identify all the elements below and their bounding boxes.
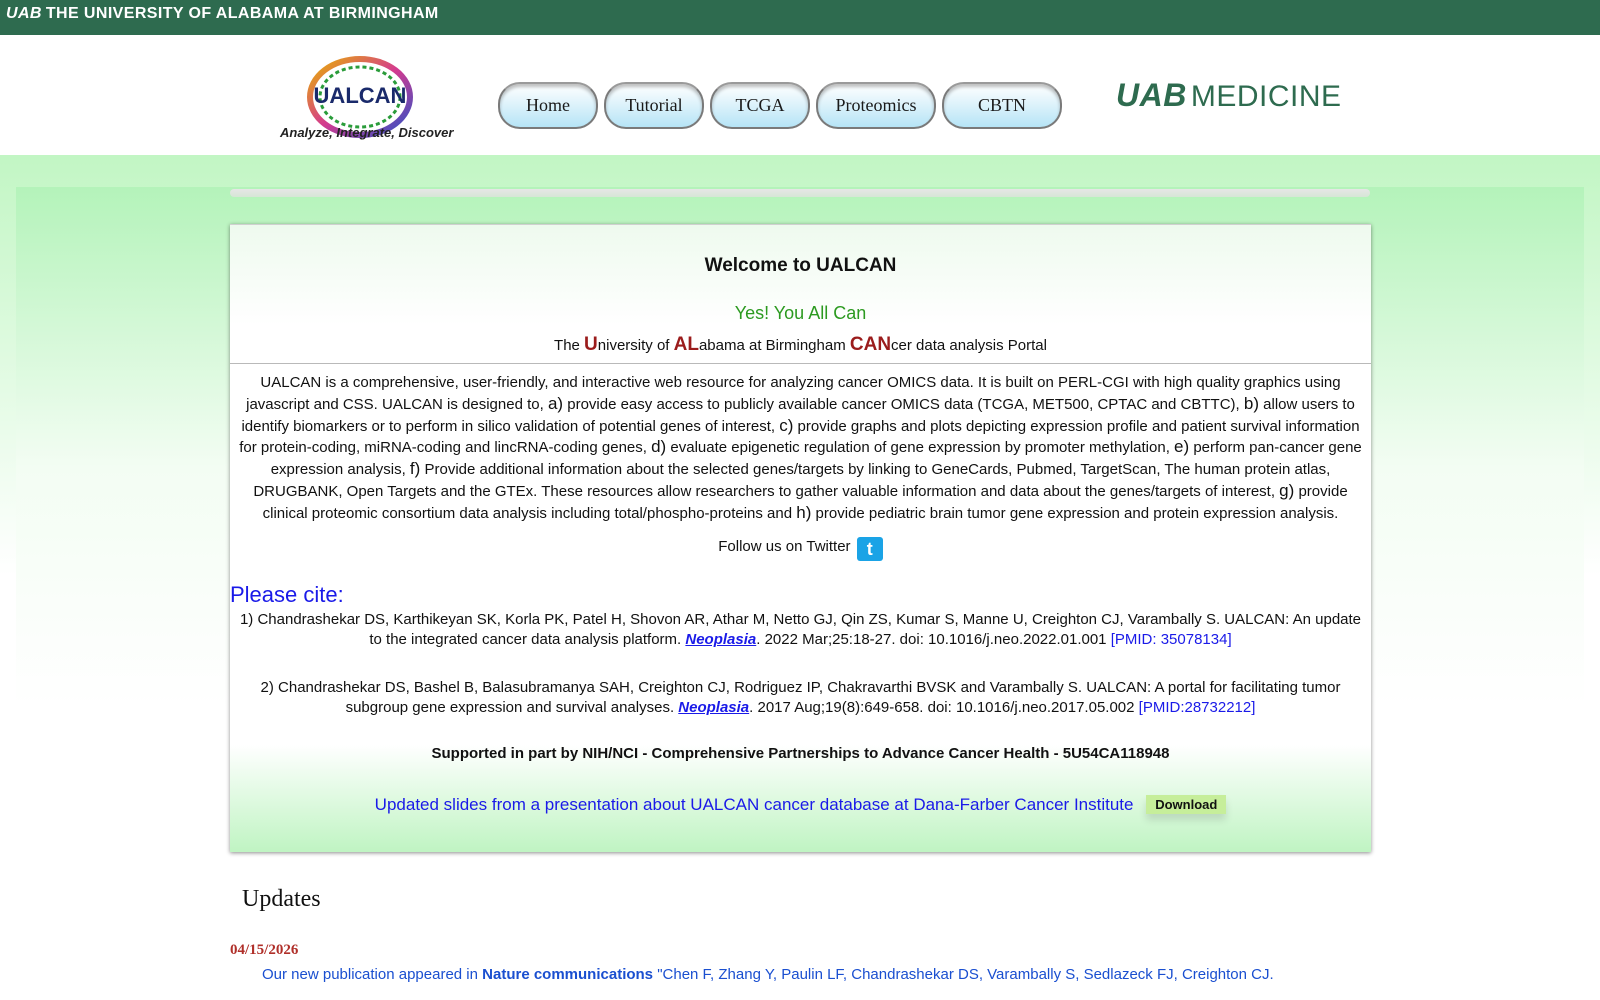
desc-part: allow users to identify biomarkers or to perform in silico validation of potential genes of interest, [241,395,1355,435]
description-paragraph [234,373,1367,525]
main-nav [498,82,1062,129]
desc-part: Provide additional information about the selected genes/targets by linking to GeneCards, Pubmed, TargetScan, The human protein atlas, DRUGBANK, Open Targets and the GTEx. These resources allow researchers to gather valuable information and data about the genes/targets of interest, [253,461,1331,500]
desc-marker: a) [547,393,564,413]
acronym-al: AL [673,334,699,355]
update-citation: "Chen F, Zhang Y, Paulin LF, Chandrashekar DS, Varambally S, Sedlazeck FJ, Creighton CJ. [653,966,1274,983]
nav-tcga-button[interactable]: TCGA [710,82,810,129]
logo-text: UALCAN [313,83,407,108]
uab-title: THE UNIVERSITY OF ALABAMA AT BIRMINGHAM [45,5,439,22]
update-journal-link[interactable]: Nature communications [482,966,654,983]
updates-section [230,876,1371,1000]
update-date: 04/15/2026 [230,942,299,958]
acronym-cer: cer data analysis Portal [891,337,1047,354]
header-divider [230,189,1370,197]
citation-details: . 2022 Mar;25:18-27. doi: 10.1016/j.neo.2022.01.001 [756,631,1111,648]
desc-part: provide clinical proteomic consortium data analysis including total/phospho-proteins and [262,482,1348,522]
citation-journal-link[interactable]: Neoplasia [685,631,757,648]
slides-text[interactable]: Updated slides from a presentation about UALCAN cancer database at Dana-Farber Cancer Institute [374,795,1134,814]
citation-1 [234,610,1367,650]
uab-wordmark[interactable] [6,5,439,23]
desc-part: provide pediatric brain tumor gene expression and protein expression analysis. [811,504,1339,522]
citation-details: . 2017 Aug;19(8):649-658. doi: 10.1016/j.neo.2017.05.002 [749,699,1139,716]
desc-marker: e) [1174,437,1190,457]
nav-tutorial-button[interactable]: Tutorial [604,82,704,129]
desc-marker: f) [409,459,421,479]
update-entry [262,966,1274,983]
updates-title: Updates [242,886,321,912]
logo-tagline: Analyze, Integrate, Discover [280,125,454,140]
nav-cbtn-button[interactable]: CBTN [942,82,1062,129]
desc-part: UALCAN is a comprehensive, user-friendly, and interactive web resource for analyzing cancer OMICS data. It is built on PERL-CGI with high quality graphics using javascript and CSS. UALCAN is designed to, [246,374,1341,413]
desc-marker: h) [796,502,812,522]
uab-medicine-logo[interactable] [1116,77,1342,114]
uab-topbar [0,0,1600,35]
desc-marker: g) [1279,480,1295,500]
acronym-line [230,334,1371,356]
acronym-niversity: niversity of [597,337,674,354]
download-button[interactable]: Download [1146,795,1226,814]
section-separator [230,363,1371,364]
desc-marker: b) [1243,393,1259,413]
acronym-the: The [554,337,585,354]
welcome-section [230,224,1371,852]
twitter-icon[interactable]: t [857,537,883,561]
acronym-can: CAN [849,334,892,355]
citation-pmid-link[interactable]: [PMID: 35078134] [1110,631,1232,648]
acronym-abama: abama at Birmingham [698,337,850,354]
desc-part: provide graphs and plots depicting expression profile and patient survival information for protein-coding, miRNA-coding and lincRNA-coding genes, [239,417,1360,457]
site-header [0,35,1600,155]
desc-part: perform pan-cancer gene expression analysis, [270,439,1362,479]
funding-statement: Supported in part by NIH/NCI - Comprehensive Partnerships to Advance Cancer Health - 5U54CA118948 [431,745,1170,762]
citation-journal-link[interactable]: Neoplasia [678,699,750,716]
desc-marker: c) [779,415,794,435]
acronym-u: U [584,334,598,355]
cite-heading: Please cite: [230,582,344,607]
twitter-label: Follow us on Twitter [718,538,851,555]
uab-medicine-word: MEDICINE [1190,80,1342,113]
welcome-title: Welcome to UALCAN [704,255,897,276]
uab-mark: UAB [6,5,42,22]
citation-authors: 2) Chandrashekar DS, Bashel B, Balasubramanya SAH, Creighton CJ, Rodriguez IP, Chakravarthi BVSK and Varambally S. UALCAN: A portal for facilitating tumor subgroup gene expression and survival analyses. [260,679,1341,716]
slides-row [230,795,1371,815]
citation-pmid-link[interactable]: [PMID:28732212] [1138,699,1256,716]
citation-authors: 1) Chandrashekar DS, Karthikeyan SK, Korla PK, Patel H, Shovon AR, Athar M, Netto GJ, Qin ZS, Kumar S, Manne U, Creighton CJ, Varambally S. UALCAN: An update to the integrated cancer data analysis platform. [239,611,1362,648]
nav-proteomics-button[interactable]: Proteomics [816,82,936,129]
uab-medicine-mark: UAB [1116,77,1187,113]
nav-home-button[interactable]: Home [498,82,598,129]
twitter-follow [230,537,1371,561]
desc-part: provide easy access to publicly available cancer OMICS data (TCGA, MET500, CPTAC and CBTTC), [563,395,1244,413]
desc-marker: d) [651,437,667,457]
citation-2 [234,678,1367,718]
update-text: Our new publication appeared in [262,966,483,983]
slogan: Yes! You All Can [734,303,867,323]
desc-part: evaluate epigenetic regulation of gene expression by promoter methylation, [666,439,1175,457]
